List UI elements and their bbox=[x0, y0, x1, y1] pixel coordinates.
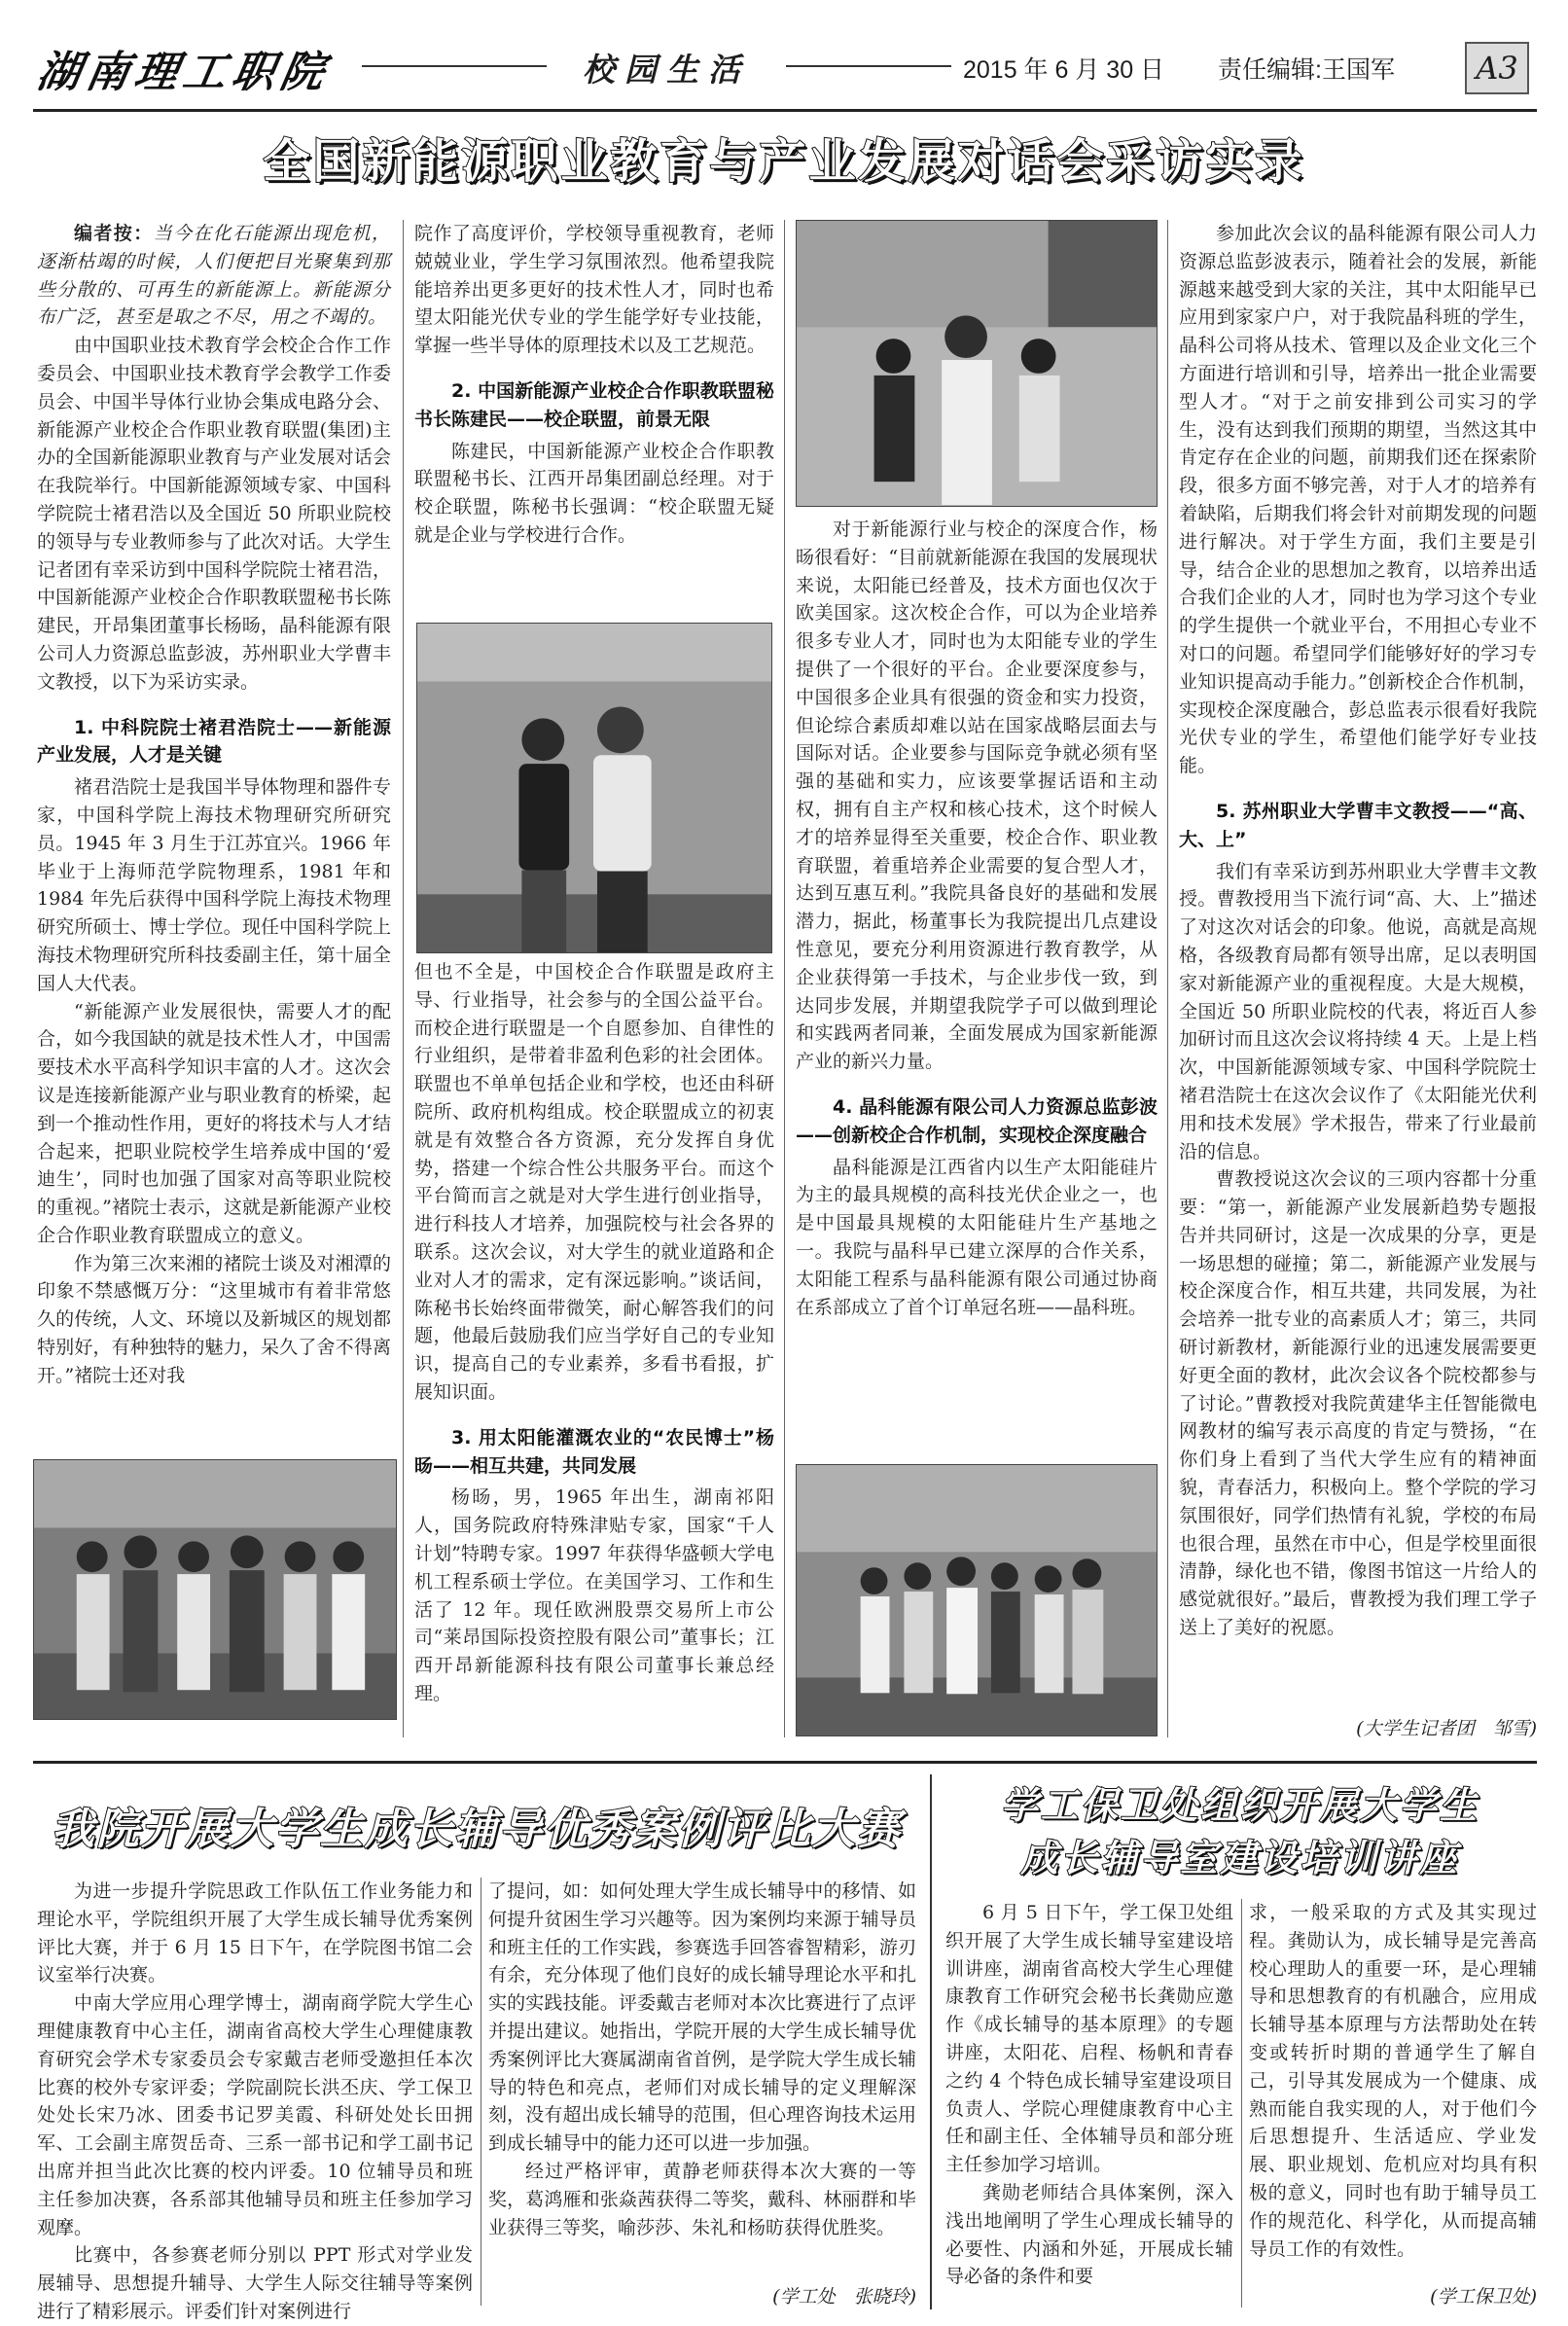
article3-column-1 bbox=[945, 1899, 1233, 2308]
header-bottom-rule bbox=[33, 109, 1537, 112]
paragraph: 晶科能源是江西省内以生产太阳能硅片为主的最具规模的高科技光伏企业之一，也是中国最具规模的太阳能硅片生产基地之一。我院与晶科早已建立深厚的合作关系，太阳能工程系与晶科能源有限公司通过协商在系部成立了首个订单冠名班——晶科班。 bbox=[796, 1156, 1158, 1318]
editor-note: 编者按：当今在化石能源出现危机，逐渐枯竭的时候，人们便把目光聚集到那些分散的、可再生的新能源上。新能源分布广泛，甚至是取之不尽，用之不竭的。 bbox=[37, 223, 391, 329]
photo-chen-jianmin-interview bbox=[416, 623, 772, 953]
photo-academician-group bbox=[33, 1459, 397, 1720]
article1-column-3-tail bbox=[796, 1420, 1158, 1455]
header-rule-right bbox=[786, 65, 951, 67]
paragraph: 6 月 5 日下午，学工保卫处组织开展了大学生成长辅导室建设培训讲座，湖南省高校大学生心理健康教育工作研究会秘书长龚勋应邀作《成长辅导的基本原理》的专题讲座，太阳花、启程、杨帆和青春之约 4 个特色成长辅导室建设项目负责人、学院心理健康教育中心主任和副主任、全体辅导员和部分班主任参加学习培训。 bbox=[945, 1902, 1233, 2176]
paragraph: 为进一步提升学院思政工作队伍工作业务能力和理论水平，学院组织开展了大学生成长辅导优秀案例评比大赛，并于 6 月 15 日下午，在学院图书馆二会议室举行决赛。 bbox=[37, 1880, 473, 1986]
article1-column-3 bbox=[796, 516, 1158, 1411]
paragraph: 杨旸，男，1965 年出生，湖南祁阳人，国务院政府特殊津贴专家，国家“千人计划”特聘专家。1997 年获得华盛顿大学电机工程系硕士学位。在美国学习、工作和生活了 12 年。现任欧洲股票交易所上市公司“莱昂国际投资控股有限公司”董事长；江西开昂新能源科技有限公司董事长兼总经理。 bbox=[414, 1486, 774, 1704]
article1-credit: (大学生记者团 邹雪) bbox=[1356, 1718, 1537, 1739]
article1-column-4 bbox=[1179, 220, 1537, 1712]
article2-headline: 我院开展大学生成长辅导优秀案例评比大赛 bbox=[52, 1805, 902, 1854]
paragraph: 作为第三次来湘的褚院士谈及对湘潭的印象不禁感慨万分：“这里城市有着非常悠久的传统，人文、环境以及新城区的规划都特别好，有种独特的魅力，呆久了舍不得离开。”褚院士还对我 bbox=[37, 1252, 391, 1386]
section-5-heading: 5. 苏州职业大学曹丰文教授——“高、大、上” bbox=[1179, 800, 1537, 850]
page-number-badge: A3 bbox=[1465, 42, 1529, 94]
issue-date: 2015 年 6 月 30 日 bbox=[963, 56, 1165, 84]
paragraph: 经过严格评审，黄静老师获得本次大赛的一等奖，葛鸿雁和张焱茜获得二等奖，戴科、林丽群和毕业获得三等奖，喻莎莎、朱礼和杨昉获得优胜奖。 bbox=[488, 2160, 916, 2238]
paragraph: 但也不全是，中国校企合作联盟是政府主导、行业指导，社会参与的全国公益平台。而校企进行联盟是一个自愿参加、自律性的行业组织，是带着非盈利色彩的社会团体。联盟也不单单包括企业和学校，也还由科研院所、政府机构组成。校企联盟成立的初衷就是有效整合各方资源，充分发挥自身优势，搭建一个综合性公共服务平台。而这个平台简而言之就是对大学生进行创业指导，进行科技人才培养，加强院校与社会各界的联系。这次会议，对大学生的就业道路和企业对人才的需求，定有深远影响。”谈话间，陈秘书长始终面带微笑，耐心解答我们的问题，他最后鼓励我们应当学好自己的专业知识，提高自己的专业素养，多看书看报，扩展知识面。 bbox=[414, 961, 774, 1403]
section-vertical-divider bbox=[930, 1774, 932, 2309]
paragraph: 我们有幸采访到苏州职业大学曹丰文教授。曹教授用当下流行词“高、大、上”描述了对这次对话会的印象。他说，高就是高规格，各级教育局都有领导出席，足以表明国家对新能源产业的重视程度。大是大规模，全国近 50 所职业院校的代表，将近百人参加研讨而且这次会议将持续 4 天。上是上档次，中国新能源领域专家、中国科学院院士褚君浩院士在这次会议作了《太阳能光伏利用和技术发展》学术报告，带来了行业最前沿的信息。 bbox=[1179, 860, 1537, 1163]
header-rule-left bbox=[362, 65, 547, 67]
article2-column-1 bbox=[37, 1878, 473, 2322]
column-divider bbox=[403, 220, 404, 1737]
section-divider bbox=[33, 1761, 1537, 1764]
article2-credit: (学工处 张晓玲) bbox=[772, 2286, 916, 2308]
section-2-heading: 2. 中国新能源产业校企合作职教联盟秘书长陈建民——校企联盟，前景无限 bbox=[414, 379, 774, 430]
section-3-heading: 3. 用太阳能灌溉农业的“农民博士”杨旸——相互共建，共同发展 bbox=[414, 1426, 774, 1477]
responsible-editor: 责任编辑:王国军 bbox=[1218, 56, 1395, 84]
article3-headline-line1: 学工保卫处组织开展大学生 bbox=[1000, 1783, 1479, 1827]
article1-column-1 bbox=[37, 220, 391, 1453]
main-headline: 全国新能源职业教育与产业发展对话会采访实录 bbox=[263, 134, 1305, 189]
article3-headline-line2: 成长辅导室建设培训讲座 bbox=[1020, 1836, 1460, 1879]
paragraph: 了提问，如：如何处理大学生成长辅导中的移情、如何提升贫困生学习兴趣等。因为案例均来源于辅导员和班主任的工作实践，参赛选手回答睿智精彩，游刃有余，充分体现了他们良好的成长辅导理论水平和扎实的实践技能。评委戴吉老师对本次比赛进行了点评并提出建议。她指出，学院开展的大学生成长辅导优秀案例评比大赛属湖南省首例，是学院大学生成长辅导的特色和亮点，老师们对成长辅导的定义理解深刻，没有超出成长辅导的范围，但心理咨询技术运用到成长辅导中的能力还可以进一步加强。 bbox=[488, 1880, 916, 2155]
paragraph: 陈建民，中国新能源产业校企合作职教联盟秘书长、江西开昂集团副总经理。对于校企联盟，陈秘书长强调：“校企联盟无疑就是企业与学校进行合作。 bbox=[414, 440, 774, 546]
article3-column-2 bbox=[1249, 1899, 1537, 2278]
paragraph: 龚勋老师结合具体案例，深入浅出地阐明了学生心理成长辅导的必要性、内涵和外延，开展成长辅导必备的条件和要 bbox=[945, 2181, 1233, 2288]
photo-jinko-group bbox=[796, 1464, 1158, 1736]
article1-intro: 由中国职业技术教育学会校企合作工作委员会、中国职业技术教育学会教学工作委员会、中国半导体行业协会集成电路分会、新能源产业校企合作职业教育联盟(集团)主办的全国新能源职业教育与产业发展对话会在我院举行。中国新能源领域专家、中国科学院院士褚君浩以及全国近 50 所职业院校的领导与专业教师参与了此次对话。大学生记者团有幸采访到中国科学院院士褚君浩，中国新能源产业校企合作职教联盟秘书长陈建民，开昂集团董事长杨旸，晶科能源有限公司人力资源总监彭波，苏州职业大学曹丰文教授，以下为采访实录。 bbox=[37, 335, 391, 693]
paragraph: 褚君浩院士是我国半导体物理和器件专家，中国科学院上海技术物理研究所研究员。1945 年 3 月生于江苏宜兴。1966 年毕业于上海师范学院物理系，1981 年和 1984 年先后获得中国科学院上海技术物理研究所硕士、博士学位。现任中国科学院上海技术物理研究所科技委副主任，第十届全国人大代表。 bbox=[37, 776, 391, 994]
column-divider bbox=[784, 220, 785, 1737]
section-1-heading: 1. 中科院院士褚君浩院士——新能源产业发展，人才是关键 bbox=[37, 716, 391, 767]
paragraph bbox=[796, 1420, 1158, 1449]
photo-yang-yang-interview bbox=[796, 220, 1158, 507]
newspaper-logo: 湖南理工职院 bbox=[33, 48, 335, 97]
paragraph: 参加此次会议的晶科能源有限公司人力资源总监彭波表示，随着社会的发展，新能源越来越受到大家的关注，其中太阳能早已应用到家家户户，对于我院晶科班的学生，晶科公司将从技术、管理以及企业文化三个方面进行培训和引导，培养出一批企业需要型人才。“对于之前安排到公司实习的学生，没有达到我们预期的期望，当然这其中肯定存在企业的问题，前期我们还在探索阶段，很多方面不够完善，对于人才的培养有着缺陷，后期我们将会针对前期发现的问题进行解决。对于学生方面，我们主要是引导，结合企业的思想加之教育，以培养出适合我们企业的人才，同时也为学习这个专业的学生提供一个就业平台，不用担心专业不对口的问题。希望同学们能够好好的学习专业知识提高动手能力。”创新校企合作机制，实现校企深度融合，彭总监表示很看好我院光伏专业的学生，希望他们能学好专业技能。 bbox=[1179, 223, 1537, 777]
paragraph: 曹教授说这次会议的三项内容都十分重要：“第一，新能源产业发展新趋势专题报告并共同研讨，这是一次成果的分享，更是一场思想的碰撞；第二，新能源产业发展与校企深度合作，相互共建，共同发展，为社会培养一批专业的高素质人才；第三，共同研讨新教材，新能源行业的迅速发展需要更好更全面的教材，此次会议各个院校都参与了讨论。”曹教授对我院黄建华主任智能微电网教材的编写表示高度的肯定与赞扬，“在你们身上看到了当代大学生应有的精神面貌，青春活力，积极向上。整个学院的学习氛围很好，同学们热情有礼貌，学校的布局也很合理，虽然在市中心，但是学校里面很清静，绿化也不错，像图书馆这一片给人的感觉就很好。”最后，曹教授为我们理工学子送上了美好的祝愿。 bbox=[1179, 1168, 1537, 1639]
section-4-heading: 4. 晶科能源有限公司人力资源总监彭波——创新校企合作机制，实现校企深度融合 bbox=[796, 1095, 1158, 1146]
paragraph: 比赛中，各参赛老师分别以 PPT 形式对学业发展辅导、思想提升辅导、大学生人际交往辅导等案例进行了精彩展示。评委们针对案例进行 bbox=[37, 2244, 473, 2322]
column-divider bbox=[1241, 1899, 1242, 2308]
article2-column-2 bbox=[488, 1878, 916, 2276]
article1-column-2-bottom bbox=[414, 958, 774, 1704]
section-title: 校园生活 bbox=[583, 51, 750, 89]
paragraph: 院作了高度评价，学校领导重视教育，老师兢兢业业，学生学习氛围浓烈。他希望我院能培养出更多更好的技术性人才，同时也希望太阳能光伏专业的学生能学好专业技能，掌握一些半导体的原理技术以及工艺规范。 bbox=[414, 223, 774, 357]
article1-column-2-top bbox=[414, 220, 774, 615]
article3-credit: (学工保卫处) bbox=[1430, 2286, 1537, 2308]
column-divider bbox=[1167, 220, 1168, 1737]
paragraph: “新能源产业发展很快，需要人才的配合，如今我国缺的就是技术性人才，中国需要技术水平高科学知识丰富的人才。这次会议是连接新能源产业与职业教育的桥梁，起到一个推动性作用，更好的将技术与人才结合起来，把职业院校学生培养成中国的‘爱迪生’，同时也加强了国家对高等职业院校的重视。”褚院士表示，这就是新能源产业校企合作职业教育联盟成立的意义。 bbox=[37, 1000, 391, 1246]
paragraph: 求，一般采取的方式及其实现过程。龚勋认为，成长辅导是完善高校心理助人的重要一环，是心理辅导和思想教育的有机融合，应用成长辅导基本原理与方法帮助处在转变或转折时期的普通学生了解自己，引导其发展成为一个健康、成熟而能自我实现的人，对于他们今后思想提升、生活适应、学业发展、职业规划、危机应对均具有积极的意义，同时也有助于辅导员工作的规范化、科学化，从而提高辅导员工作的有效性。 bbox=[1249, 1902, 1537, 2260]
paragraph: 对于新能源行业与校企的深度合作，杨旸很看好：“目前就新能源在我国的发展现状来说，太阳能已经普及，技术方面也仅次于欧美国家。这次校企合作，可以为企业培养很多专业人才，同时也为太阳能专业的学生提供了一个很好的平台。企业要深度参与，中国很多企业具有很强的资金和实力投资，但论综合素质却难以站在国家战略层面去与国际对话。企业要参与国际竞争就必须有坚强的基础和实力，应该要掌握话语和主动权，拥有自主产权和核心技术，这个时候人才的培养显得至关重要，校企合作、职业教育联盟，着重培养企业需要的复合型人才，达到互惠互利。”我院具备良好的基础和发展潜力，据此，杨董事长为我院提出几点建设性意见，要充分利用资源进行教育教学，从企业获得第一手技术，与企业步伐一致，到达同步发展，并期望我院学子可以做到理论和实践两者同兼，全面发展成为国家新能源产业的新兴力量。 bbox=[796, 519, 1158, 1073]
paragraph: 中南大学应用心理学博士，湖南商学院大学生心理健康教育中心主任，湖南省高校大学生心理健康教育研究会学术专家委员会专家戴吉老师受邀担任本次比赛的校外专家评委；学院副院长洪丕庆、学工保卫处处长宋乃冰、团委书记罗美霞、科研处处长田拥军、工会副主席贺岳奇、三系一部书记和学工副书记出席并担当此次比赛的校内评委。10 位辅导员和班主任参加决赛，各系部其他辅导员和班主任参加学习观摩。 bbox=[37, 1992, 473, 2238]
